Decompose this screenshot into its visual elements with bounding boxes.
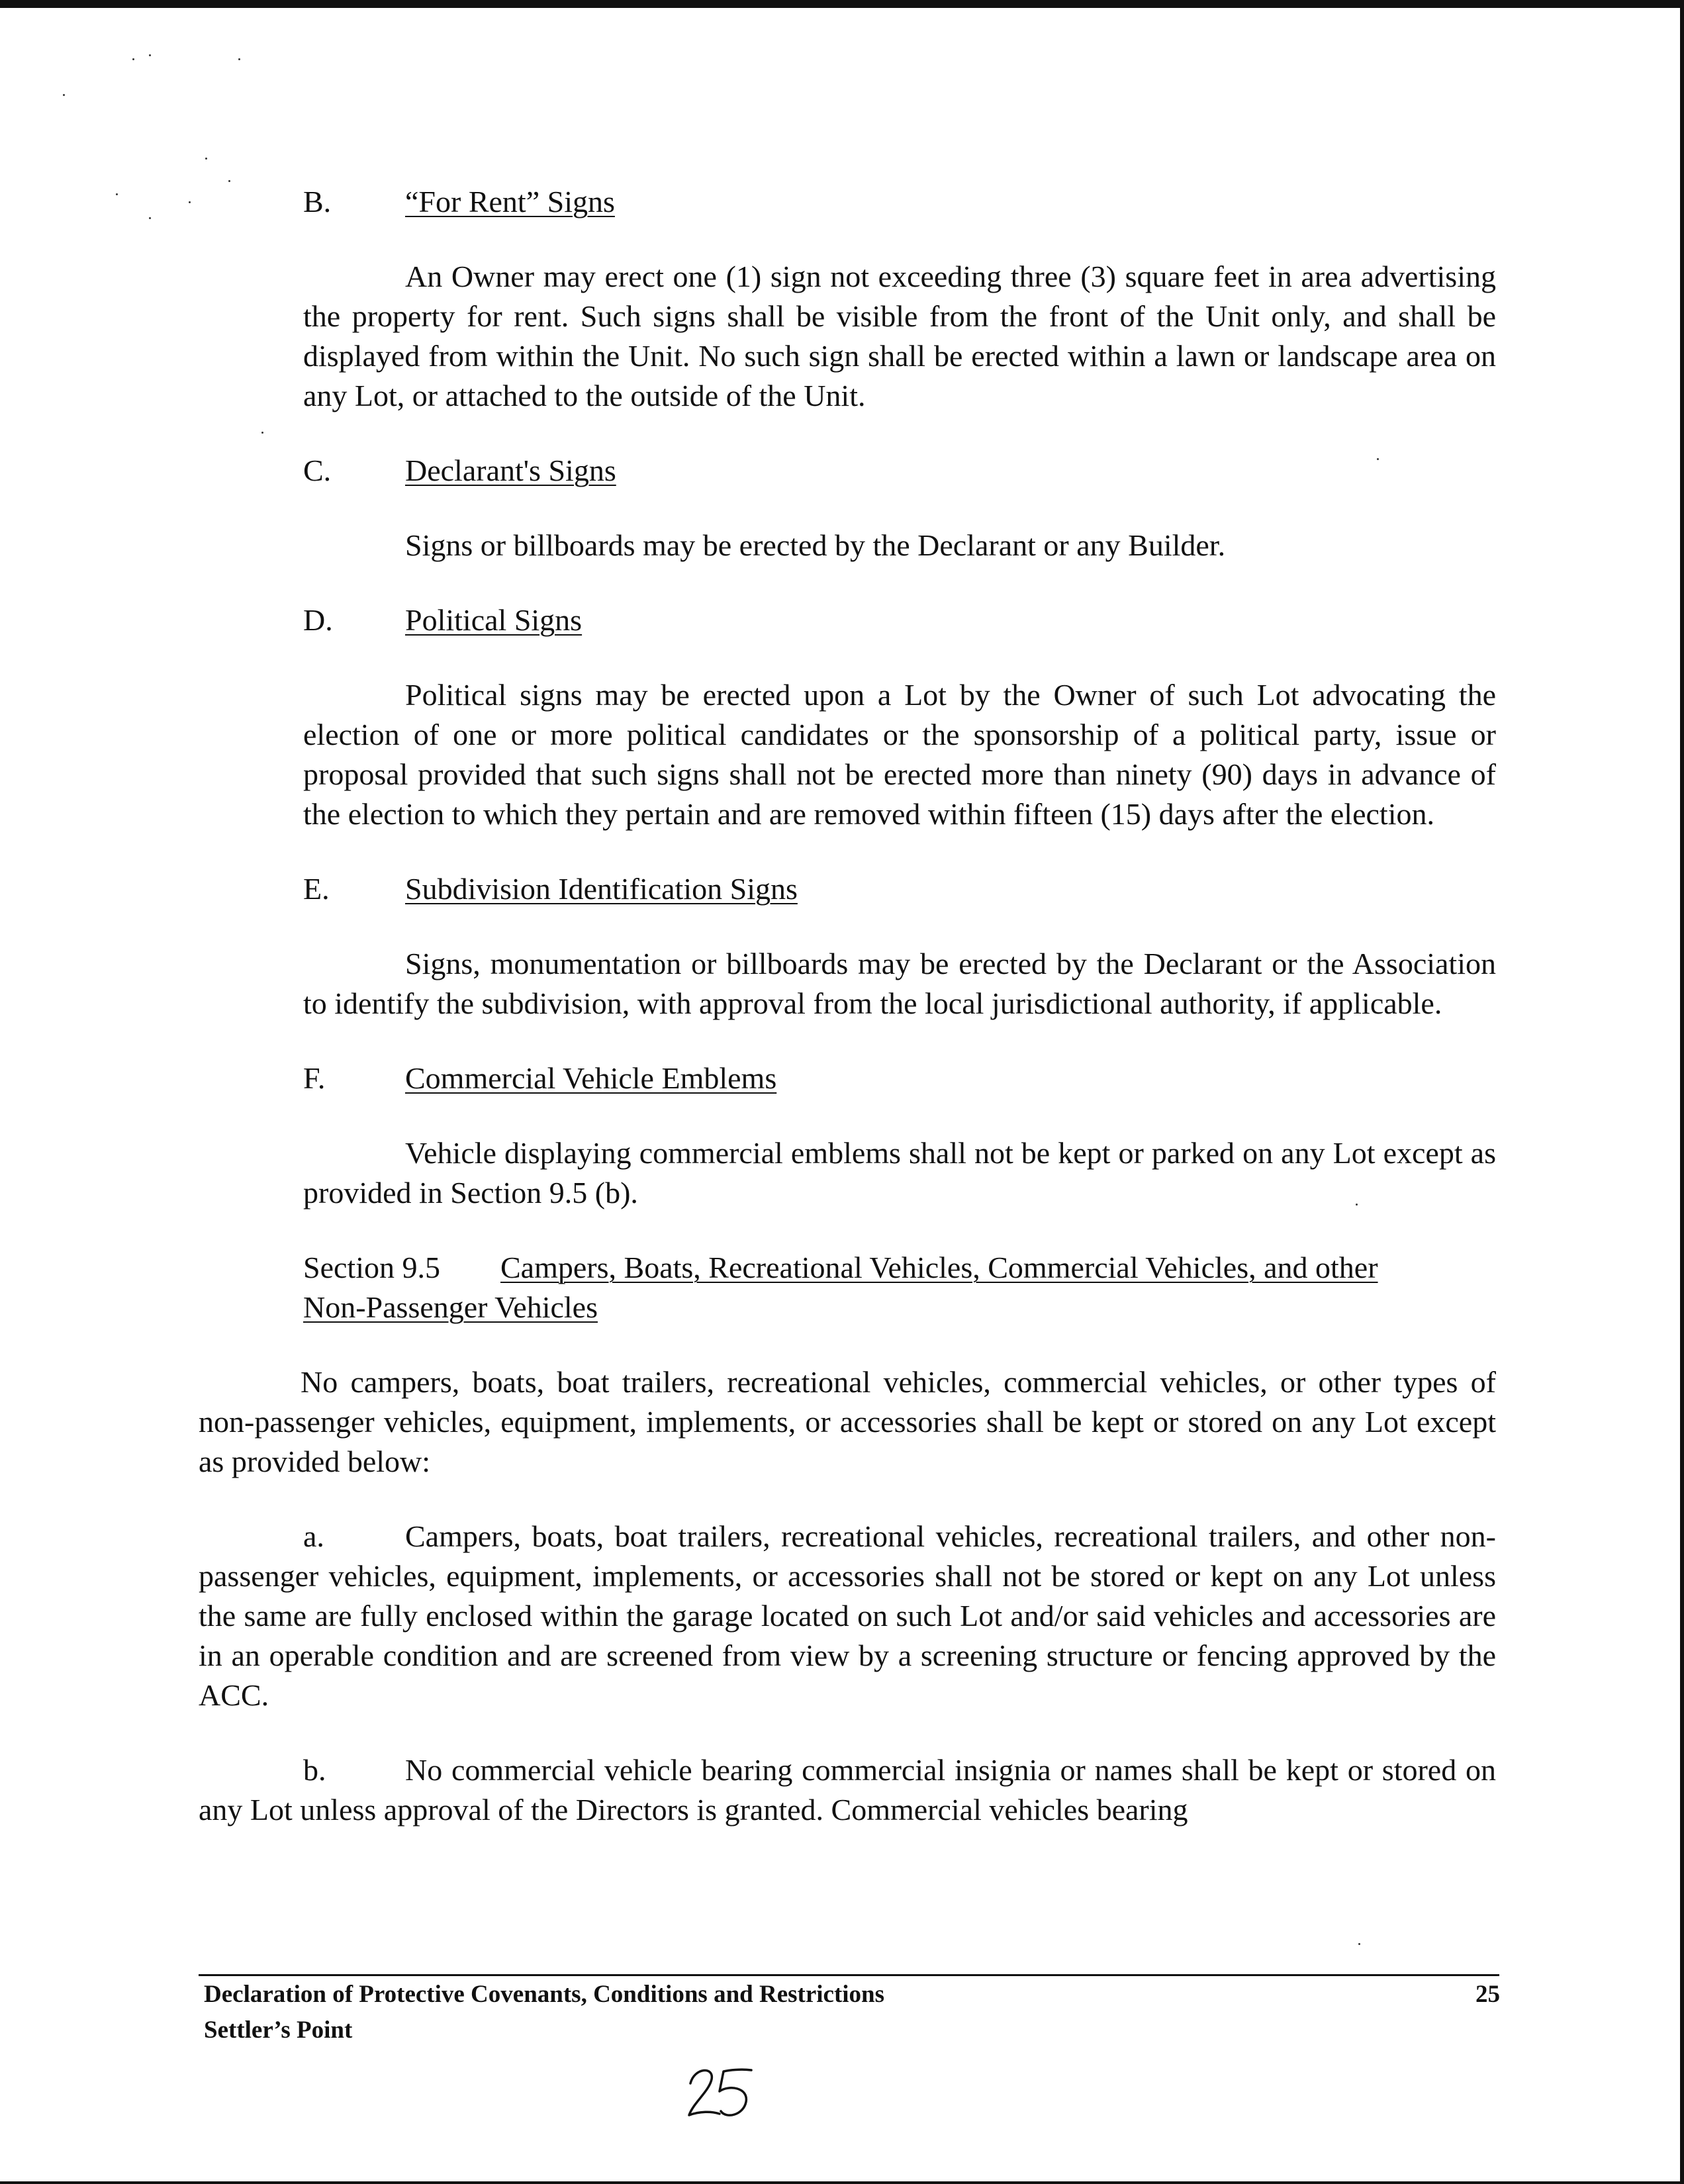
list-item-text: Campers, boats, boat trailers, recreational vehicles, recreational trailers, and other non-passenger vehicles, equipment, implements, or accessories shall not be stored or kept on any Lot unless the same are fully enclosed within the garage located on such Lot and/or said vehicles and accessories are in an operable condition and are screened from view by a screening structure or fencing approved by the ACC. [199,1519,1496,1712]
scan-speck [149,54,151,56]
list-item-a [199,1517,1496,1715]
list-item-text: No commercial vehicle bearing commercial insignia or names shall be kept or stored on any Lot unless approval of the Directors is granted. Commercial vehicles bearing [199,1753,1496,1827]
scan-border-bottom [0,2181,1684,2184]
scan-speck [1358,1943,1360,1945]
scan-border-right [1680,0,1684,2184]
section-title: “For Rent” Signs [405,185,615,218]
list-item-tag: a. [303,1519,324,1553]
section-paragraph-c: Signs or billboards may be erected by the Declarant or any Builder. [405,528,1226,562]
list-item-tag: b. [303,1753,326,1787]
scan-speck [205,158,207,160]
section-9-5-heading [303,1248,1496,1288]
scan-speck [116,193,118,195]
footer-doc-title: Declaration of Protective Covenants, Conditions and Restrictions [204,1981,885,2008]
footer-rule [199,1974,1499,1976]
section-heading-e [303,869,1496,909]
section-title: Subdivision Identification Signs [405,872,798,906]
section-heading-f [303,1059,1496,1098]
section-9-5-heading-cont: Non-Passenger Vehicles [303,1290,598,1324]
section-letter: C. [303,453,332,487]
scan-speck [189,201,191,203]
section-title: Commercial Vehicle Emblems [405,1061,777,1095]
section-9-5-intro: No campers, boats, boat trailers, recreational vehicles, commercial vehicles, or other types of non-passenger vehicles, equipment, implements, or accessories shall be kept or stored on any Lot except as provided below: [199,1365,1496,1478]
section-paragraph-b: An Owner may erect one (1) sign not exceeding three (3) square feet in area advertising the property for rent. Such signs shall be visible from the front of the Unit only, and shall be displayed from within the Unit. No such sign shall be erected within a lawn or landscape area on any Lot, or attached to the outside of the Unit. [303,260,1496,412]
section-heading-d [303,600,1496,640]
list-item-b [199,1750,1496,1830]
section-paragraph-e: Signs, monumentation or billboards may be erected by the Declarant or the Association to identify the subdivision, with approval from the local jurisdictional authority, if applicable. [303,947,1496,1020]
section-number: Section 9.5 [303,1251,440,1284]
section-paragraph-f: Vehicle displaying commercial emblems shall not be kept or parked on any Lot except as provided in Section 9.5 (b). [303,1136,1496,1210]
scan-speck [132,58,134,60]
scan-speck [238,58,240,60]
section-heading-b [303,182,1496,222]
section-letter: B. [303,185,332,218]
page-body [199,182,1496,1830]
section-title: Political Signs [405,603,583,637]
section-letter: E. [303,872,330,906]
section-heading-c [303,451,1496,491]
section-letter: F. [303,1061,326,1095]
scan-speck [63,94,65,96]
footer-left [204,1977,884,2048]
section-paragraph-d: Political signs may be erected upon a Lot by the Owner of such Lot advocating the election of one or more political candidates or the sponsorship of a political party, issue or proposal provided that such signs shall not be erected more than ninety (90) days in advance of the election to which they pertain and are removed within fifteen (15) days after the election. [303,678,1496,831]
section-title: Campers, Boats, Recreational Vehicles, Commercial Vehicles, and other [500,1251,1378,1284]
footer-community: Settler’s Point [204,2017,353,2044]
scan-speck [149,217,151,219]
scan-border-top [0,0,1684,8]
footer-page-number: 25 [1475,1981,1500,2008]
section-title: Declarant's Signs [405,453,616,487]
handwritten-page-number [685,2062,758,2125]
section-letter: D. [303,603,333,637]
